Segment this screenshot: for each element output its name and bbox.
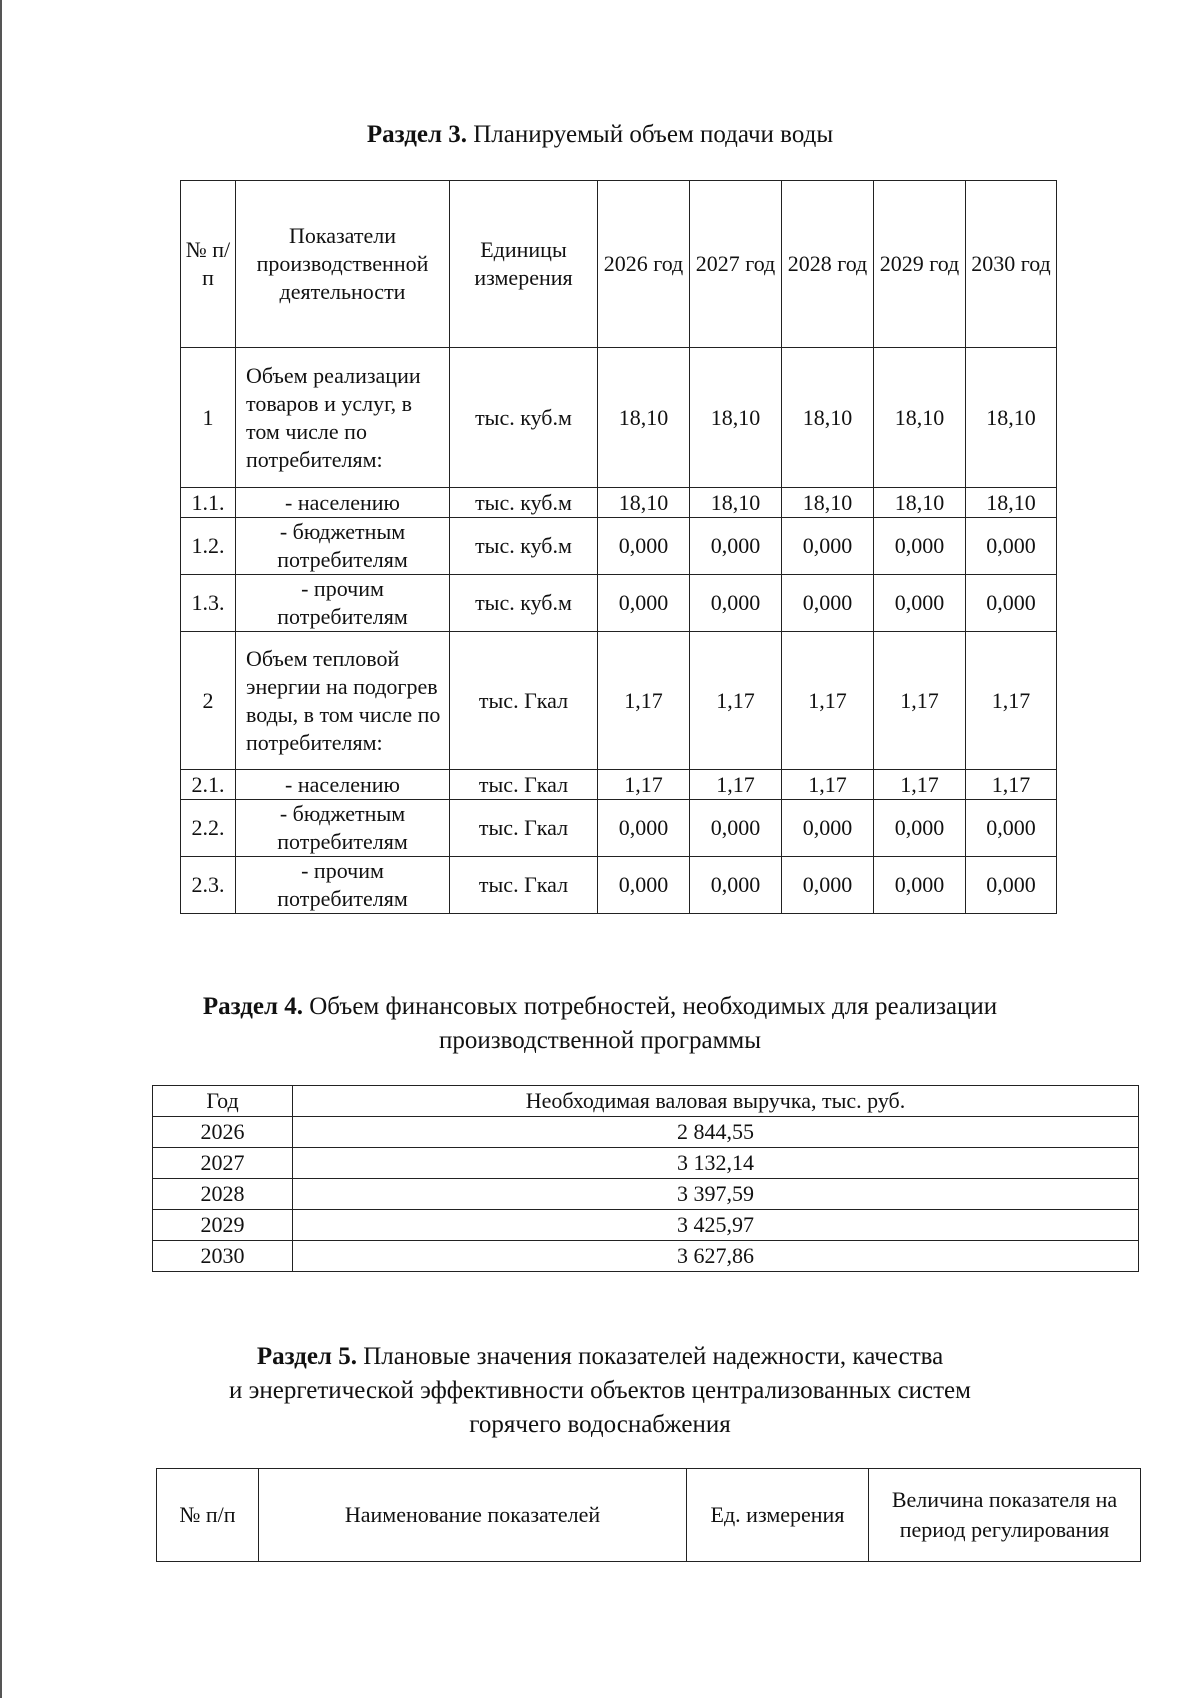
section3-title bbox=[0, 118, 1200, 152]
row-value: 1,17 bbox=[598, 632, 690, 770]
row-indicator: Объем тепловой энергии на подогрев воды, в том числе по потребителям: bbox=[236, 632, 450, 770]
row-revenue: 3 397,59 bbox=[293, 1179, 1139, 1210]
row-value: 0,000 bbox=[782, 800, 874, 857]
row-value: 18,10 bbox=[782, 348, 874, 488]
table-row bbox=[181, 488, 1057, 518]
row-value: 0,000 bbox=[690, 575, 782, 632]
row-value: 0,000 bbox=[966, 518, 1057, 575]
row-unit: тыс. Гкал bbox=[450, 857, 598, 914]
row-value: 1,17 bbox=[598, 770, 690, 800]
table-row bbox=[181, 770, 1057, 800]
row-value: 0,000 bbox=[598, 800, 690, 857]
section4-table bbox=[152, 1085, 1139, 1272]
section3-table bbox=[180, 180, 1057, 914]
header-num: № п/п bbox=[181, 181, 236, 348]
section5-header-row bbox=[157, 1469, 1141, 1562]
header-name: Наименование показателей bbox=[259, 1469, 687, 1562]
row-unit: тыс. Гкал bbox=[450, 800, 598, 857]
row-indicator: - населению bbox=[236, 488, 450, 518]
header-year: Год bbox=[153, 1086, 293, 1117]
header-num: № п/п bbox=[157, 1469, 259, 1562]
header-year-2027: 2027 год bbox=[690, 181, 782, 348]
row-num: 1 bbox=[181, 348, 236, 488]
row-year: 2030 bbox=[153, 1241, 293, 1272]
row-value: 1,17 bbox=[690, 632, 782, 770]
row-value: 18,10 bbox=[874, 488, 966, 518]
row-num: 1.2. bbox=[181, 518, 236, 575]
row-value: 18,10 bbox=[874, 348, 966, 488]
row-unit: тыс. Гкал bbox=[450, 770, 598, 800]
section4-table-body bbox=[153, 1117, 1139, 1272]
table-row bbox=[153, 1117, 1139, 1148]
row-year: 2026 bbox=[153, 1117, 293, 1148]
row-value: 0,000 bbox=[690, 800, 782, 857]
row-revenue: 3 425,97 bbox=[293, 1210, 1139, 1241]
section5-title bbox=[0, 1340, 1200, 1442]
section4-title-bold: Раздел 4. bbox=[202, 993, 303, 1020]
row-year: 2028 bbox=[153, 1179, 293, 1210]
section3-header-row bbox=[181, 181, 1057, 348]
row-value: 0,000 bbox=[966, 575, 1057, 632]
section5-title-bold: Раздел 5. bbox=[256, 1343, 357, 1370]
table-row bbox=[181, 348, 1057, 488]
row-value: 0,000 bbox=[598, 857, 690, 914]
row-value: 18,10 bbox=[966, 348, 1057, 488]
row-value: 0,000 bbox=[598, 575, 690, 632]
page-left-edge bbox=[0, 0, 2, 1698]
table-row bbox=[153, 1210, 1139, 1241]
row-value: 18,10 bbox=[598, 488, 690, 518]
section5-title-line2: и энергетической эффективности объектов централизованных систем bbox=[229, 1377, 971, 1404]
table-row bbox=[153, 1148, 1139, 1179]
row-num: 2.3. bbox=[181, 857, 236, 914]
row-year: 2029 bbox=[153, 1210, 293, 1241]
header-unit: Ед. измерения bbox=[687, 1469, 869, 1562]
header-revenue: Необходимая валовая выручка, тыс. руб. bbox=[293, 1086, 1139, 1117]
row-value: 0,000 bbox=[966, 857, 1057, 914]
row-value: 1,17 bbox=[782, 632, 874, 770]
row-num: 2.1. bbox=[181, 770, 236, 800]
row-indicator: - населению bbox=[236, 770, 450, 800]
header-unit: Единицы измерения bbox=[450, 181, 598, 348]
table-row bbox=[181, 518, 1057, 575]
row-value: 0,000 bbox=[782, 575, 874, 632]
row-value: 0,000 bbox=[874, 800, 966, 857]
row-revenue: 3 627,86 bbox=[293, 1241, 1139, 1272]
row-unit: тыс. куб.м bbox=[450, 518, 598, 575]
row-value: 18,10 bbox=[966, 488, 1057, 518]
header-value: Величина показателя на период регулирования bbox=[869, 1469, 1141, 1562]
row-value: 0,000 bbox=[874, 575, 966, 632]
row-value: 1,17 bbox=[690, 770, 782, 800]
table-row bbox=[153, 1241, 1139, 1272]
row-unit: тыс. Гкал bbox=[450, 632, 598, 770]
table-row bbox=[181, 632, 1057, 770]
row-value: 0,000 bbox=[782, 857, 874, 914]
table-row bbox=[181, 575, 1057, 632]
row-revenue: 3 132,14 bbox=[293, 1148, 1139, 1179]
section5-table bbox=[156, 1468, 1141, 1562]
section4-title-text: Объем финансовых потребностей, необходимых для реализации bbox=[303, 993, 998, 1020]
row-value: 1,17 bbox=[874, 632, 966, 770]
row-indicator: Объем реализации товаров и услуг, в том числе по потребителям: bbox=[236, 348, 450, 488]
section3-title-bold: Раздел 3. bbox=[366, 121, 467, 148]
section3-title-text: Планируемый объем подачи воды bbox=[467, 121, 834, 148]
header-year-2030: 2030 год bbox=[966, 181, 1057, 348]
section3-table-body bbox=[181, 348, 1057, 914]
row-value: 0,000 bbox=[782, 518, 874, 575]
header-year-2028: 2028 год bbox=[782, 181, 874, 348]
section4-header-row bbox=[153, 1086, 1139, 1117]
header-indicator: Показатели производственной деятельности bbox=[236, 181, 450, 348]
row-value: 0,000 bbox=[690, 518, 782, 575]
row-value: 18,10 bbox=[690, 488, 782, 518]
row-num: 2 bbox=[181, 632, 236, 770]
header-year-2026: 2026 год bbox=[598, 181, 690, 348]
row-value: 1,17 bbox=[874, 770, 966, 800]
row-value: 18,10 bbox=[690, 348, 782, 488]
row-num: 1.1. bbox=[181, 488, 236, 518]
row-value: 1,17 bbox=[966, 770, 1057, 800]
row-num: 2.2. bbox=[181, 800, 236, 857]
row-indicator: - прочим потребителям bbox=[236, 575, 450, 632]
row-value: 18,10 bbox=[598, 348, 690, 488]
row-num: 1.3. bbox=[181, 575, 236, 632]
row-value: 18,10 bbox=[782, 488, 874, 518]
row-value: 1,17 bbox=[782, 770, 874, 800]
table-row bbox=[181, 800, 1057, 857]
row-indicator: - прочим потребителям bbox=[236, 857, 450, 914]
section5-title-line3: горячего водоснабжения bbox=[469, 1411, 731, 1438]
section5-title-text: Плановые значения показателей надежности, качества bbox=[356, 1343, 944, 1370]
row-revenue: 2 844,55 bbox=[293, 1117, 1139, 1148]
row-unit: тыс. куб.м bbox=[450, 348, 598, 488]
section4-title bbox=[0, 990, 1200, 1058]
table-row bbox=[181, 857, 1057, 914]
row-unit: тыс. куб.м bbox=[450, 488, 598, 518]
section4-title-line2: производственной программы bbox=[438, 1027, 762, 1054]
row-indicator: - бюджетным потребителям bbox=[236, 518, 450, 575]
row-value: 0,000 bbox=[874, 518, 966, 575]
row-value: 0,000 bbox=[966, 800, 1057, 857]
header-year-2029: 2029 год bbox=[874, 181, 966, 348]
row-indicator: - бюджетным потребителям bbox=[236, 800, 450, 857]
row-unit: тыс. куб.м bbox=[450, 575, 598, 632]
table-row bbox=[153, 1179, 1139, 1210]
row-value: 0,000 bbox=[690, 857, 782, 914]
row-year: 2027 bbox=[153, 1148, 293, 1179]
row-value: 1,17 bbox=[966, 632, 1057, 770]
row-value: 0,000 bbox=[874, 857, 966, 914]
row-value: 0,000 bbox=[598, 518, 690, 575]
